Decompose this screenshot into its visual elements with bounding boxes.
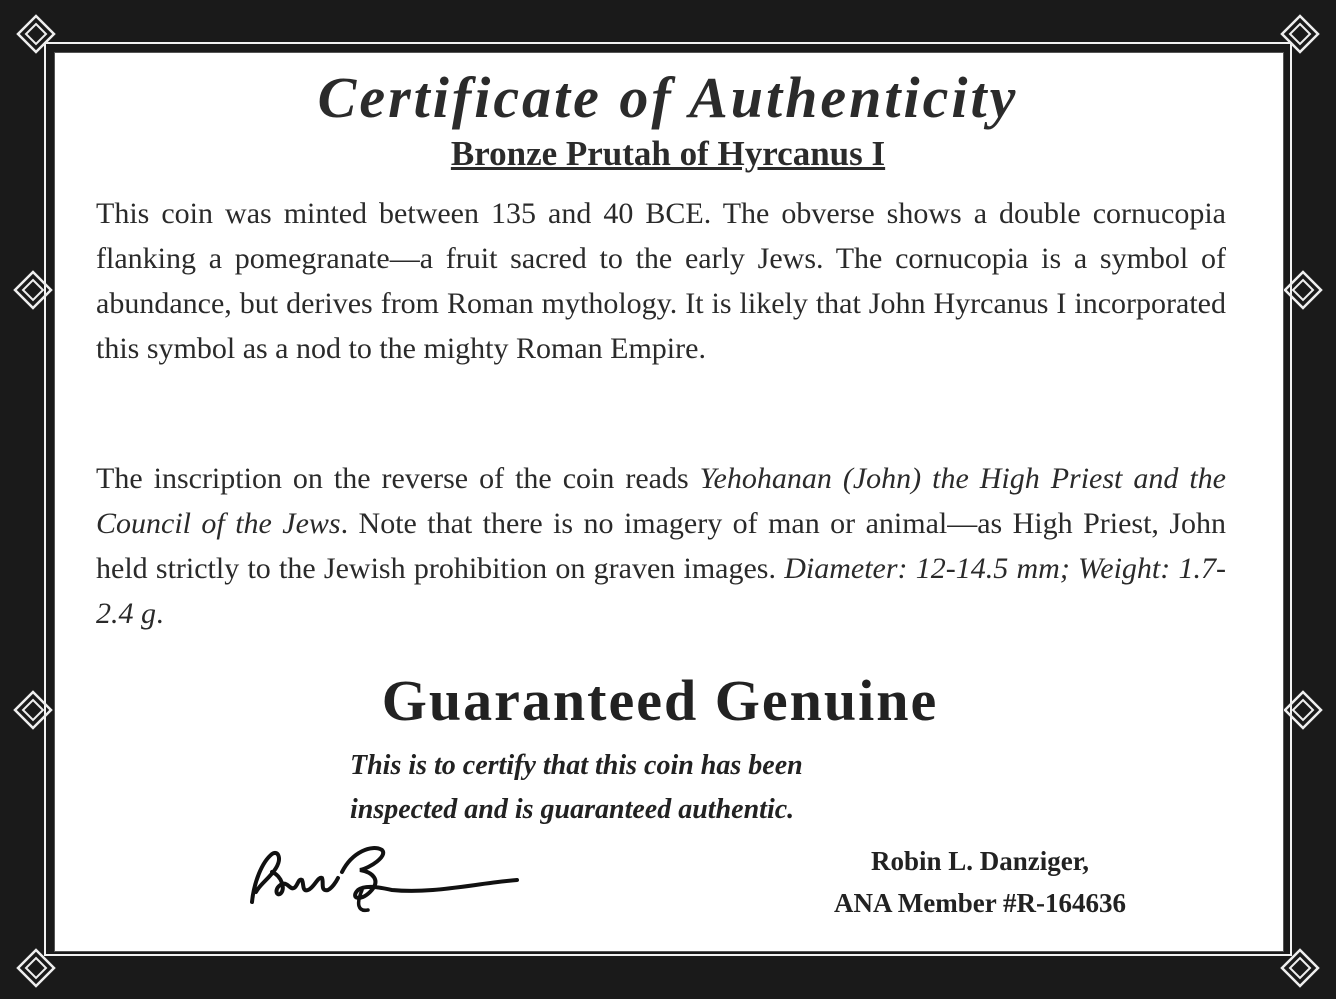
description-paragraph: This coin was minted between 135 and 40 BCE. The obverse shows a double cornucopia flanking a pomegranate—a fruit sacred to the early Jews. The cornucopia is a symbol of abundance, but derives from Roman mythology. It is likely that John Hyrcanus I incorporated this symbol as a nod to the mighty Roman Empire. (96, 197, 1226, 365)
signer-membership: ANA Member #R-164636 (834, 888, 1126, 918)
diamond-ornament-icon (13, 270, 53, 310)
guarantee-statement (350, 744, 1050, 832)
inscription-body: . Note that there is no imagery of man or animal—as High Priest, John held strictly to the Jewish prohibition on graven images. (96, 507, 1227, 585)
inscription-end: . (156, 597, 164, 630)
inscription-intro: The inscription on the reverse of the coin reads (96, 462, 700, 495)
diamond-ornament-icon (16, 14, 56, 54)
signature (232, 832, 522, 922)
inscription-text: Yehohanan (John) the High Priest and the Council of the Jews (96, 462, 1226, 540)
inscription-paragraph (96, 456, 1226, 636)
coin-subtitle: Bronze Prutah of Hyrcanus I (450, 134, 886, 173)
guarantee-line-1: This is to certify that this coin has been (350, 750, 803, 781)
diamond-ornament-icon (1280, 14, 1320, 54)
guarantee-line-2: inspected and is guaranteed authentic. (350, 794, 795, 825)
diamond-ornament-icon (16, 948, 56, 988)
signer-name: Robin L. Danziger, (870, 846, 1090, 876)
diamond-ornament-icon (1283, 270, 1323, 310)
coin-specs: Diameter: 12-14.5 mm; Weight: 1.7-2.4 g (96, 552, 1226, 630)
guarantee-heading: Guaranteed Genuine (381, 668, 939, 733)
diamond-ornament-icon (1280, 948, 1320, 988)
certificate-title: Certificate of Authenticity (317, 65, 1019, 130)
signer-block (780, 840, 1180, 924)
